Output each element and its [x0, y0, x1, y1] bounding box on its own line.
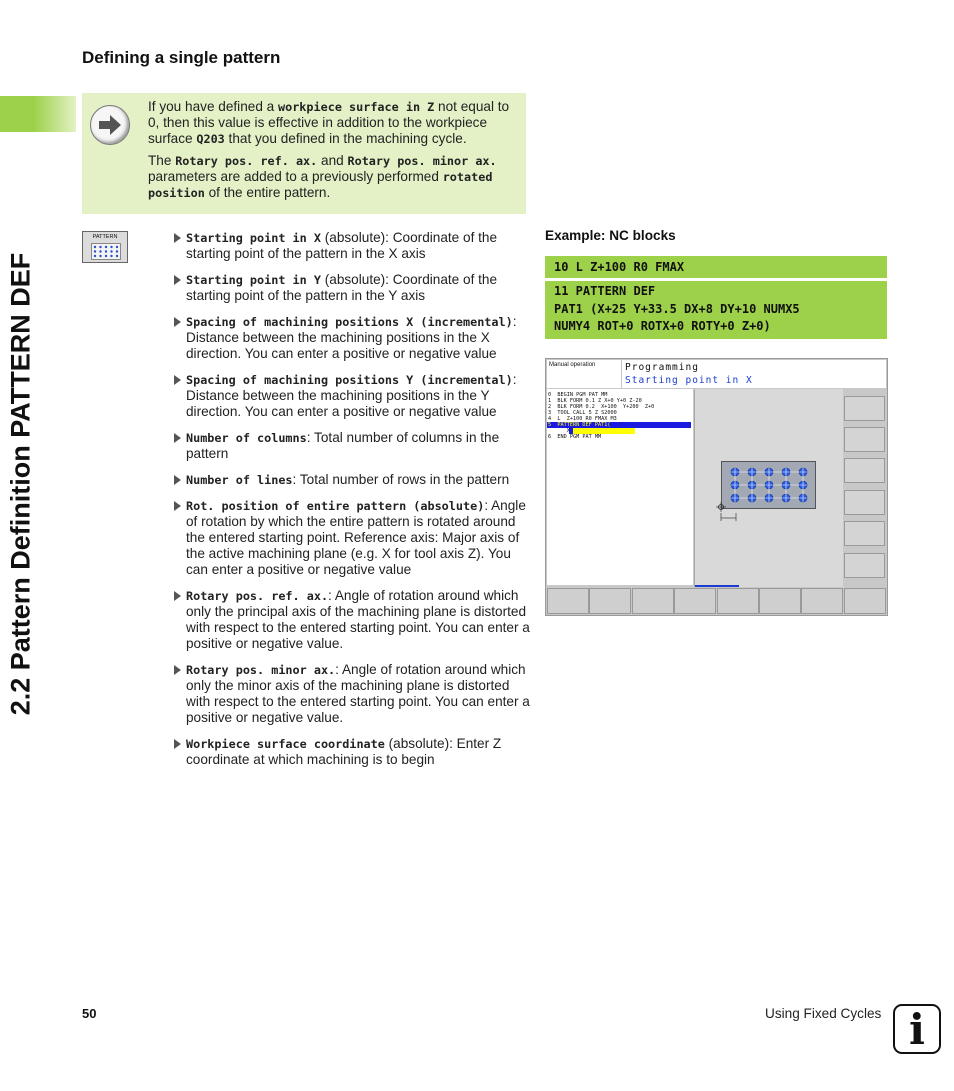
- nc-line: PAT1 (X+25 Y+33.5 DX+8 DY+10 NUMX5: [554, 302, 800, 316]
- screen-mode: Manual operation: [547, 360, 621, 388]
- param-description: (absolute): Coordinate of the starting point of the pattern in the X axis: [186, 230, 498, 261]
- pattern-softkey-icon: [82, 231, 128, 263]
- softkey[interactable]: [674, 588, 716, 614]
- list-item: [172, 230, 530, 262]
- note-text: [148, 99, 520, 207]
- code-term: Q203: [196, 132, 225, 146]
- triangle-bullet-icon: [174, 275, 181, 285]
- grid-dots-icon: [91, 243, 121, 260]
- list-item: [172, 430, 530, 462]
- footer-title: Using Fixed Cycles: [765, 1006, 882, 1021]
- param-description: : Total number of columns in the pattern: [186, 430, 500, 461]
- arrow-right-icon: [90, 105, 130, 145]
- triangle-bullet-icon: [174, 233, 181, 243]
- softkey[interactable]: [632, 588, 674, 614]
- screen-subtitle: Starting point in X: [625, 375, 753, 386]
- list-item: [172, 314, 530, 362]
- screen-header: [622, 360, 886, 388]
- program-line: X: [548, 428, 570, 434]
- program-line: 4 L Z+100 R0 FMAX M3: [548, 416, 617, 422]
- program-listing: [547, 389, 693, 585]
- chapter-tab-title: 2.2 Pattern Definition PATTERN DEF: [5, 252, 36, 716]
- list-item: [172, 662, 530, 726]
- triangle-bullet-icon: [174, 433, 181, 443]
- list-item: [172, 736, 530, 768]
- program-line: 6 END PGM PAT MM: [548, 434, 602, 440]
- triangle-bullet-icon: [174, 475, 181, 485]
- control-screenshot: [545, 358, 888, 616]
- list-item: [172, 472, 530, 488]
- nc-block-1: [545, 256, 887, 278]
- page-number: 50: [82, 1006, 97, 1021]
- screen-title: Programming: [625, 362, 699, 373]
- param-name: Number of columns: [186, 431, 307, 445]
- progress-indicator: [695, 585, 739, 587]
- softkey[interactable]: [844, 588, 886, 614]
- parameter-list: [172, 230, 530, 778]
- softkey[interactable]: [844, 490, 885, 515]
- softkey[interactable]: [844, 396, 885, 421]
- softkey[interactable]: [844, 427, 885, 452]
- param-description: : Angle of rotation around which only the minor axis of the machining plane is distorted with respect to the entered starting point. You can enter a positive or negative value.: [186, 662, 530, 725]
- chapter-tab-accent: [0, 96, 76, 132]
- list-item: [172, 498, 530, 578]
- example-label: Example: NC blocks: [545, 228, 676, 243]
- note-paragraph-2: The Rotary pos. ref. ax. and Rotary pos. minor ax. parameters are added to a previously performed rotated position of the entire pattern.: [148, 153, 497, 200]
- pattern-softkey-label: PATTERN: [92, 234, 118, 240]
- note-paragraph-1: If you have defined a workpiece surface in Z not equal to 0, then this value is effective in addition to the workpiece surface Q203 that you defined in the machining cycle.: [148, 99, 510, 146]
- triangle-bullet-icon: [174, 317, 181, 327]
- origin-marker-icon: [715, 501, 745, 523]
- param-name: Rot. position of entire pattern (absolute): [186, 499, 485, 513]
- vertical-softkeys: [844, 396, 886, 578]
- param-name: Starting point in X: [186, 231, 321, 245]
- nc-line: 11 PATTERN DEF: [554, 284, 656, 298]
- softkey[interactable]: [844, 553, 885, 578]
- softkey[interactable]: [547, 588, 589, 614]
- softkey[interactable]: [717, 588, 759, 614]
- param-description: : Distance between the machining positions in the Y direction. You can enter a positive or negative value: [186, 372, 517, 419]
- param-name: Rotary pos. minor ax.: [186, 663, 336, 677]
- program-line: 0 BEGIN PGM PAT MM: [548, 392, 608, 398]
- param-name: Spacing of machining positions X (incremental): [186, 315, 513, 329]
- param-description: (absolute): Coordinate of the starting point of the pattern in the Y axis: [186, 272, 498, 303]
- softkey[interactable]: [844, 521, 885, 546]
- code-term: Rotary pos. ref. ax.: [175, 154, 318, 168]
- softkey[interactable]: [844, 458, 885, 483]
- param-name: Rotary pos. ref. ax.: [186, 589, 329, 603]
- softkey[interactable]: [801, 588, 843, 614]
- program-line: 3 TOOL CALL 5 Z S2000: [548, 410, 617, 416]
- nc-line: 10 L Z+100 R0 FMAX: [554, 260, 685, 274]
- list-item: [172, 588, 530, 652]
- triangle-bullet-icon: [174, 375, 181, 385]
- param-name: Workpiece surface coordinate: [186, 737, 385, 751]
- softkey[interactable]: [589, 588, 631, 614]
- program-line: 2 BLK FORM 0.2 X+100 Y+200 Z+0: [548, 404, 655, 410]
- param-description: : Total number of rows in the pattern: [292, 472, 510, 487]
- triangle-bullet-icon: [174, 665, 181, 675]
- param-name: Spacing of machining positions Y (incremental): [186, 373, 513, 387]
- nc-block-2: [545, 281, 887, 339]
- list-item: [172, 272, 530, 304]
- param-description: (absolute): Enter Z coordinate at which machining is to begin: [186, 736, 502, 767]
- nc-line: NUMY4 ROT+0 ROTX+0 ROTY+0 Z+0): [554, 319, 771, 333]
- param-description: : Angle of rotation by which the entire pattern is rotated around the entered starting point. Reference axis: Major axis of the active machining plane (e.g. X for tool axis Z). You can enter a positive or negative value: [186, 498, 526, 577]
- code-term: Rotary pos. minor ax.: [347, 154, 497, 168]
- list-item: [172, 372, 530, 420]
- code-term: rotated position: [148, 170, 493, 200]
- triangle-bullet-icon: [174, 739, 181, 749]
- horizontal-softkeys: [547, 588, 886, 614]
- section-title: Defining a single pattern: [82, 48, 281, 67]
- code-term: workpiece surface in Z: [278, 100, 435, 114]
- param-name: Number of lines: [186, 473, 293, 487]
- param-description: : Angle of rotation around which only the principal axis of the machining plane is distorted with respect to the entered starting point. You can enter a positive or negative value.: [186, 588, 530, 651]
- program-line: 1 BLK FORM 0.1 Z X+0 Y+0 Z-20: [548, 398, 642, 404]
- param-description: : Distance between the machining positions in the X direction. You can enter a positive or negative value: [186, 314, 517, 361]
- softkey[interactable]: [759, 588, 801, 614]
- triangle-bullet-icon: [174, 501, 181, 511]
- triangle-bullet-icon: [174, 591, 181, 601]
- param-name: Starting point in Y: [186, 273, 321, 287]
- info-icon: i: [893, 1004, 941, 1054]
- graphics-window: [694, 389, 843, 587]
- program-line-selected: 5 PATTERN DEF PAT1(: [548, 422, 611, 428]
